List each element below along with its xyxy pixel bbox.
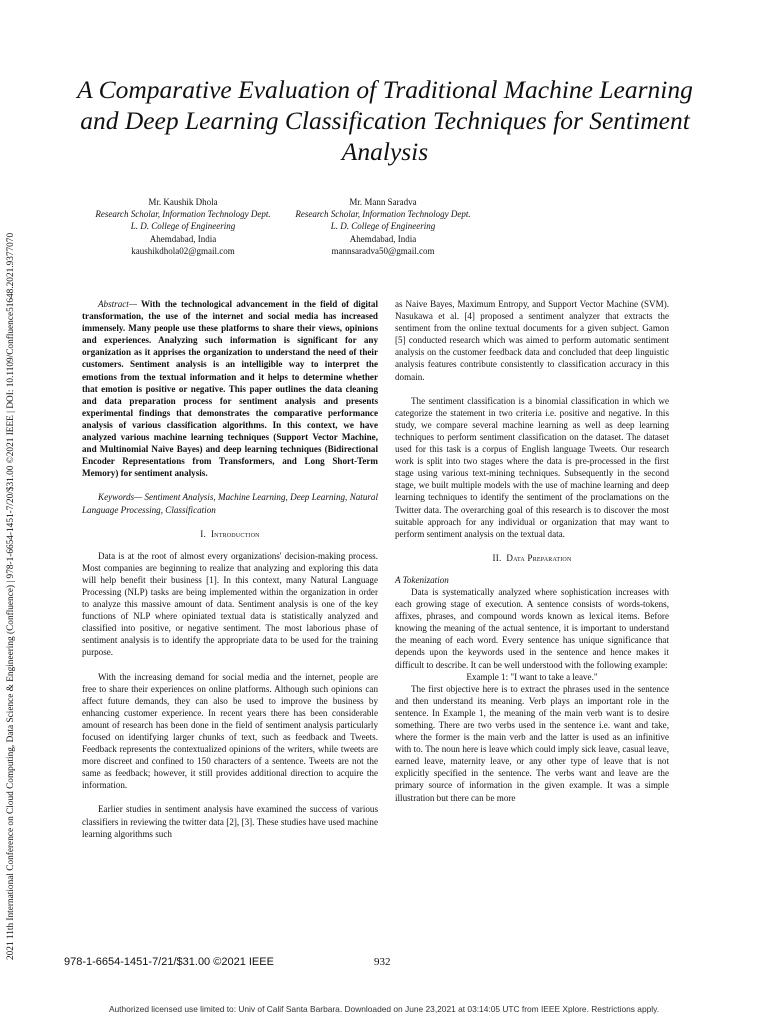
abstract [82, 298, 378, 479]
abstract-label: Abstract— [98, 299, 137, 309]
author-role: Research Scholar, Information Technology Dept. [95, 209, 271, 220]
author-college: L. D. College of Engineering [330, 221, 436, 232]
author-block-1 [88, 196, 278, 257]
section-number: II. [492, 552, 502, 563]
section-heading-introduction [82, 528, 378, 540]
author-name: Mr. Mann Saradva [349, 197, 417, 207]
footer-isbn: 978-1-6654-1451-7/21/$31.00 ©2021 IEEE [64, 956, 274, 968]
page-number: 932 [374, 956, 391, 968]
right-paragraph-1: as Naive Bayes, Maximum Entropy, and Support Vector Machine (SVM). Nasukawa et al. [4] proposed a sentiment analyzer that extracts the sentiment from the online textual documents for a given subject. Gamon [5] conducted research which was aimed to perform automatic sentiment analysis on the customer feedback data and concluded that deep linguistic analysis features contribute consistently to classification accuracy in this domain. [395, 299, 669, 382]
section-heading-data-preparation [395, 552, 669, 564]
author-email: kaushikdhola02@gmail.com [131, 245, 235, 256]
right-paragraph-4: The first objective here is to extract the phrases used in the sentence and then understand its meaning. Verb plays an important role in the sentence. In Example 1, the meaning of the main verb want is to desire something. There are two verbs used in the sentence i.e. want and take, where the former is the main verb and the latter is used as an infinitive with to. The noun here is leave which could imply sick leave, casual leave, earned leave, maternity leave, or any other type of leave that is not explicitly specified in the sentence. The verbs want and leave are the primary source of information in the given example. It was a simple illustration but there can be more [395, 683, 669, 803]
section-title: Data Preparation [506, 552, 572, 563]
left-column [82, 298, 378, 840]
author-name: Mr. Kaushik Dhola [148, 197, 218, 207]
keywords: Keywords— Sentiment Analysis, Machine Learning, Deep Learning, Natural Language Processing, Classification [82, 492, 378, 515]
side-citation-text: 2021 11th International Conference on Cloud Computing, Data Science & Engineering (Confluence) | 978-1-6654-1451-7/20/$31.00 ©2021 IEEE | DOI: 10.1109/Confluence51648.2021.9377070 [6, 232, 16, 960]
author-email: mannsaradva50@gmail.com [331, 245, 435, 256]
intro-paragraph-3: Earlier studies in sentiment analysis have examined the success of various classifiers in reviewing the twitter data [2], [3]. These studies have used machine learning algorithms such [82, 804, 378, 839]
section-number: I. [200, 528, 206, 539]
example-sentence: Example 1: "I want to take a leave." [466, 671, 598, 682]
side-citation-strip [2, 100, 26, 960]
right-column [395, 298, 669, 804]
intro-paragraph-2: With the increasing demand for social media and the internet, people are free to share their experiences on online platforms. Although such opinions can affect future demands, they can also be used to improve the business by enhancing customer experience. In recent years there has been considerable amount of research has been done in the field of sentiment analysis particularly focused on identifying larger chunks of text, such as feedback and Tweets. Feedback represents the contextualized opinions of the writers, while tweets are more discreet and confined to 150 characters of a sentence. Tweets are not the same as feedback; however, it still provides additional direction to acquire the information. [82, 671, 378, 791]
subsection-tokenization: A Tokenization [395, 574, 449, 585]
paper-title: A Comparative Evaluation of Traditional Machine Learning and Deep Learning Classification Techniques for Sentiment Analysis [77, 75, 693, 166]
intro-paragraph-1: Data is at the root of almost every organizations' decision-making process. Most companies are beginning to realize that analyzing and exploring this data will help benefit their business [1]. In this context, many Natural Language Processing (NLP) tasks are being implemented within the organization in order to analyze this massive amount of data. Sentiment analysis is one of the key functions of NLP where opiniated textual data is statistically analyzed and classified into positive, or negative sentiment. The most laborious phase of sentiment analysis is to identify the appropriate data to be used for the training purpose. [82, 550, 378, 658]
author-college: L. D. College of Engineering [130, 221, 236, 232]
author-block-2 [288, 196, 478, 257]
authorized-use-line: Authorized licensed use limited to: Univ of Calif Santa Barbara. Downloaded on June 23,2021 at 03:14:05 UTC from IEEE Xplore. Restrictions apply. [108, 1004, 660, 1014]
right-paragraph-2: The sentiment classification is a binomial classification in which we categorize the statement in two criteria i.e. positive and negative. In this study, we compare several machine learning as well as deep learning techniques to perform sentiment classification on the dataset. The dataset used for this task is a corpus of English language Tweets. Our research work is split into two stages where the data is pre-processed in the first stage using various text-mining techniques. Subsequently in the second stage, we built multiple models with the use of machine learning and deep learning techniques to identify the sentiment of the proclamations on the Twitter data. The overarching goal of this research is to discover the most suitable approach for any individual or organization that may want to perform sentiment analysis on the textual data. [395, 395, 669, 539]
author-role: Research Scholar, Information Technology Dept. [295, 209, 471, 220]
section-title: Introduction [210, 528, 260, 539]
abstract-text: With the technological advancement in the field of digital transformation, the use of the internet and social media has increased immensely. Many people use these platforms to share their views, opinions and experiences. Analyzing such information is significant for any organization as it apprises the organization to understand the need of their customers. Sentiment analysis is an intelligible way to interpret the emotions from the textual information and it helps to determine whether that emotion is positive or negative. This paper outlines the data cleaning and data preparation process for sentiment analysis and presents experimental findings that demonstrates the comparative performance analysis of various classification algorithms. In this context, we have analyzed various machine learning techniques (Support Vector Machine, and Multinomial Naive Bayes) and deep learning techniques (Bidirectional Encoder Representations from Transformers, and Long Short-Term Memory) for sentiment analysis. [82, 299, 378, 479]
author-city: Ahemdabad, India [349, 233, 417, 244]
author-city: Ahemdabad, India [149, 233, 217, 244]
right-paragraph-3: Data is systematically analyzed where sophistication increases with each growing stage of execution. A sentence consists of words-tokens, affixes, phrases, and compound words known as lexical items. Before knowing the meaning of the actual sentence, it is important to understand the meaning of each word. Every sentence has unique significance that depends upon the keywords used in the sentence and hence makes it difficult to describe. It can be well understood with the following example: [395, 586, 669, 670]
